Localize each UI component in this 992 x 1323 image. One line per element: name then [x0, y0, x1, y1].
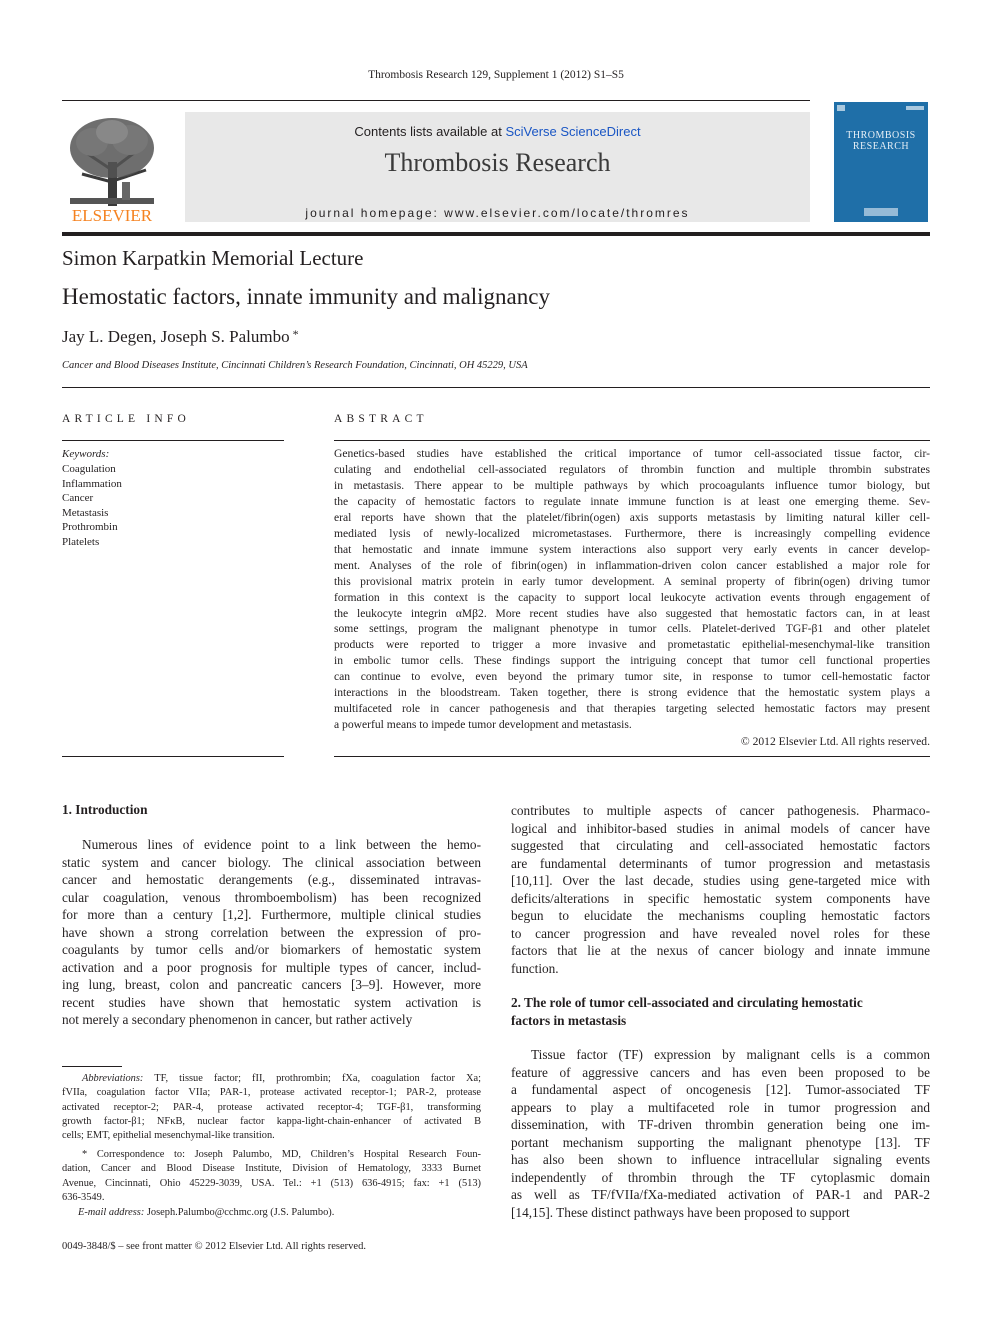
keyword: Cancer	[62, 492, 94, 504]
text-line: that hemostatic and innate immune system interactions also support very early events in cancer develop-	[334, 542, 930, 556]
text-line: the capacity of hemostatic factors to regulate innate immune function is at least one emerging theme. Sev-	[334, 494, 930, 508]
cover-publisher-mark	[864, 208, 898, 216]
front-matter-rule	[62, 387, 930, 388]
cover-issn-mark	[906, 106, 924, 110]
text-line: activated receptor-2; PAR-4, protease activated receptor-4; TGF-β1, transforming	[62, 1101, 481, 1113]
text-line: in metastasis. There appear to be multiple pathways by which procoagulants influence tumor biology, but	[334, 478, 930, 492]
text-line: feature of aggressive cancers and has even been proposed to be	[511, 1064, 930, 1080]
correspondence-footnote	[62, 1148, 481, 1205]
introduction-body	[62, 836, 481, 1029]
authors	[62, 327, 299, 347]
text-line: [10,11]. Over the last decade, studies using gene-targeted mice with	[511, 873, 930, 888]
text-line: 636-3549.	[62, 1191, 105, 1203]
email-address[interactable]: Joseph.Palumbo@cchmc.org (J.S. Palumbo).	[146, 1207, 335, 1218]
cover-logo-mark	[837, 105, 845, 111]
section-heading-2	[511, 994, 930, 1029]
text-line: in embolic tumor cells. These findings support the intriguing concept that tumor cell functional properties	[334, 654, 930, 668]
article-info-heading: ARTICLE INFO	[62, 413, 190, 425]
text-line: has also been shown to influence intracellular signaling events	[511, 1152, 930, 1167]
text-line: begun to elucidate the mechanisms coupling hemostatic factors	[511, 908, 930, 923]
text-line: mediated lysis of newly-localized micrometastases. Furthermore, there is increasingly compelling evidence	[334, 526, 930, 540]
keyword: Inflammation	[62, 477, 122, 490]
text-line: [14,15]. These distinct pathways have been proposed to support	[511, 1204, 850, 1220]
section-heading-introduction: 1. Introduction	[62, 802, 148, 817]
text-line: * Correspondence to: Joseph Palumbo, MD, Children’s Hospital Research Foun-	[82, 1149, 481, 1160]
sciencedirect-link[interactable]: SciVerse ScienceDirect	[505, 124, 641, 139]
text-line: growth factor-β1; NFκB, nuclear factor kappa-light-chain-enhancer of activated B	[62, 1115, 481, 1127]
article-type: Simon Karpatkin Memorial Lecture	[62, 246, 364, 270]
text-line: portant mechanism supporting the malignant phenotype [13]. TF	[511, 1134, 930, 1150]
section-heading-2-line1: 2. The role of tumor cell-associated and circulating hemostatic	[511, 995, 863, 1010]
keywords-label: Keywords:	[62, 448, 110, 460]
text-line: deficits/alterations in specific hemostatic system components have	[511, 890, 930, 906]
text-line: eral reports have shown that the platelet/fibrin(ogen) axis supports metastasis by limiting natural killer cell-	[334, 510, 930, 524]
cover-title	[834, 130, 928, 152]
text-line: have shown a strong correlation between the expression of pro-	[62, 924, 481, 940]
journal-cover	[834, 102, 928, 222]
header-thick-rule	[62, 232, 930, 236]
text-line: as well as TF/fVIIa/fXa-mediated activation of PAR-1 and PAR-2	[511, 1187, 930, 1202]
abstract-body	[334, 446, 930, 733]
text-line: recent studies have shown that hemostatic system activation is	[62, 994, 481, 1010]
journal-title: Thrombosis Research	[384, 148, 611, 177]
email-footnote	[62, 1206, 481, 1220]
text-line: products were reported to trigger a more invasive and prometastatic epithelial-mesenchymal-like transition	[334, 638, 930, 652]
affiliation: Cancer and Blood Diseases Institute, Cincinnati Children’s Research Foundation, Cincinnati, OH 45229, USA	[62, 360, 528, 371]
text-line: formation in this context is the capacity to support local leukocyte activation events through engagement of	[334, 590, 930, 604]
text-line: for more than a century [1,2]. Furthermore, multiple clinical studies	[62, 907, 481, 922]
footnote-rule	[62, 1066, 122, 1067]
keyword: Metastasis	[62, 506, 109, 519]
corresponding-author-mark: *	[292, 327, 299, 341]
cover-title-line1: THROMBOSIS	[846, 130, 916, 141]
text-line: contributes to multiple aspects of cancer pathogenesis. Pharmaco-	[511, 803, 930, 818]
text-line: logical and inhibitor-based studies in animal models of cancer have	[511, 820, 930, 836]
abstract-heading: ABSTRACT	[334, 413, 428, 425]
journal-banner	[185, 112, 810, 222]
text-line: multifaceted role in cancer pathogenesis and that therapies targeting selected hemostatic factors may present	[334, 702, 930, 716]
text-line: to cancer progression and have revealed novel roles for these	[511, 925, 930, 941]
keyword: Platelets	[62, 535, 100, 548]
contents-prefix: Contents lists available at	[354, 124, 506, 139]
article-info-rule	[62, 440, 284, 441]
text-line: coagulants by tumor cells and/or biomarkers of hemostatic system	[62, 942, 481, 957]
text-line: ing lung, breast, colon and pancreatic cancers [3–9]. However, more	[62, 977, 481, 992]
email-label: E-mail address:	[78, 1207, 145, 1218]
contents-line	[185, 124, 810, 139]
text-line: static system and cancer biology. The clinical association between	[62, 854, 481, 870]
elsevier-logo	[62, 112, 162, 224]
section-heading-2-line2: factors in metastasis	[511, 1012, 627, 1028]
cover-title-line2: RESEARCH	[852, 141, 910, 152]
copyright-notice: © 2012 Elsevier Ltd. All rights reserved.	[740, 735, 930, 748]
keywords-list	[62, 462, 122, 549]
abstract-rule	[334, 440, 930, 441]
introduction-body-continued	[511, 802, 930, 977]
text-line: Abbreviations: TF, tissue factor; fII, prothrombin; fXa, coagulation factor Xa;	[82, 1073, 481, 1084]
text-line: a fundamental aspect of oncogenesis [12]. Tumor-associated TF	[511, 1082, 930, 1097]
abstract-bottom-rule	[334, 756, 930, 757]
text-line: ment. Analyses of the role of fibrin(ogen) in inflammation-driven colon cancer established a major role for	[334, 558, 930, 572]
header-rule	[62, 100, 810, 101]
text-line: appears to play a multifaceted role in tumor progression and	[511, 1099, 930, 1115]
text-line: the leukocyte integrin αMβ2. More recent studies have also suggested that hemostatic factors can, in at least	[334, 606, 930, 620]
keyword: Prothrombin	[62, 521, 118, 533]
text-line: Numerous lines of evidence point to a link between the hemo-	[82, 837, 481, 852]
text-line: can continue to evolve, even beyond the primary tumor site, in response to tumor cell-hemostatic factor	[334, 670, 930, 684]
text-line: Avenue, Cincinnati, Ohio 45229-3039, USA. Tel.: +1 (513) 636-4915; fax: +1 (513)	[62, 1177, 481, 1189]
section-2-body	[511, 1046, 930, 1221]
author-names: Jay L. Degen, Joseph S. Palumbo	[62, 327, 290, 346]
text-line: cells; EMT, epithelial mesenchymal-like transition.	[62, 1130, 275, 1142]
keyword: Coagulation	[62, 463, 116, 475]
text-line: not merely a secondary phenomenon in cancer, but rather actively	[62, 1012, 413, 1027]
text-line: fVIIa, coagulation factor VIIa; PAR-1, protease activated receptor-1; PAR-2, protease	[62, 1087, 481, 1099]
issn-line: 0049-3848/$ – see front matter © 2012 Elsevier Ltd. All rights reserved.	[62, 1241, 366, 1252]
text-line: activation and a poor prognosis for multiple types of cancer, includ-	[62, 959, 481, 975]
text-line: suggested that circulating and cell-associated hemostatic factors	[511, 838, 930, 853]
text-line: cular coagulation, venous thromboembolism) has been recognized	[62, 889, 481, 905]
text-line: this provisional matrix protein in early tumor development. A seminal property of fibrin(ogen) driving tumor	[334, 574, 930, 588]
text-line: function.	[511, 960, 559, 976]
text-line: independently of thrombin through the TF cytoplasmic domain	[511, 1169, 930, 1185]
journal-citation: Thrombosis Research 129, Supplement 1 (2012) S1–S5	[368, 69, 624, 81]
journal-homepage[interactable]: journal homepage: www.elsevier.com/locate/thromres	[305, 206, 690, 220]
text-line: dissemination, with TF-driven thrombin generation being one im-	[511, 1117, 930, 1132]
abbreviations-footnote	[62, 1072, 481, 1143]
text-line: Tissue factor (TF) expression by malignant cells is a common	[531, 1047, 930, 1062]
text-line: culating and endothelial cell-associated regulators of thrombin function and multiple thrombin substrates	[334, 462, 930, 476]
text-line: Genetics-based studies have established the critical importance of tumor cell-associated tissue factor, cir-	[334, 447, 930, 460]
article-title: Hemostatic factors, innate immunity and malignancy	[62, 284, 550, 309]
text-line: dation, Cancer and Blood Disease Institute, Division of Hematology, 3333 Burnet	[62, 1163, 481, 1175]
text-line: a powerful means to impede tumor development and metastasis.	[334, 718, 632, 732]
text-line: are fundamental determinants of tumor progression and metastasis	[511, 855, 930, 871]
text-line: interactions in the bloodstream. Taken together, there is strong evidence that the hemostatic system plays a	[334, 686, 930, 700]
text-line: cancer and hemostatic derangements (e.g., disseminated intravas-	[62, 872, 481, 887]
article-info-bottom-rule	[62, 756, 284, 757]
text-line: some settings, program the malignant phenotype in tumor cells. Platelet-derived TGF-β1 and other platelet	[334, 622, 930, 636]
elsevier-wordmark: ELSEVIER	[71, 206, 153, 224]
text-line: factors that lie at the nexus of cancer biology and innate immune	[511, 943, 930, 958]
